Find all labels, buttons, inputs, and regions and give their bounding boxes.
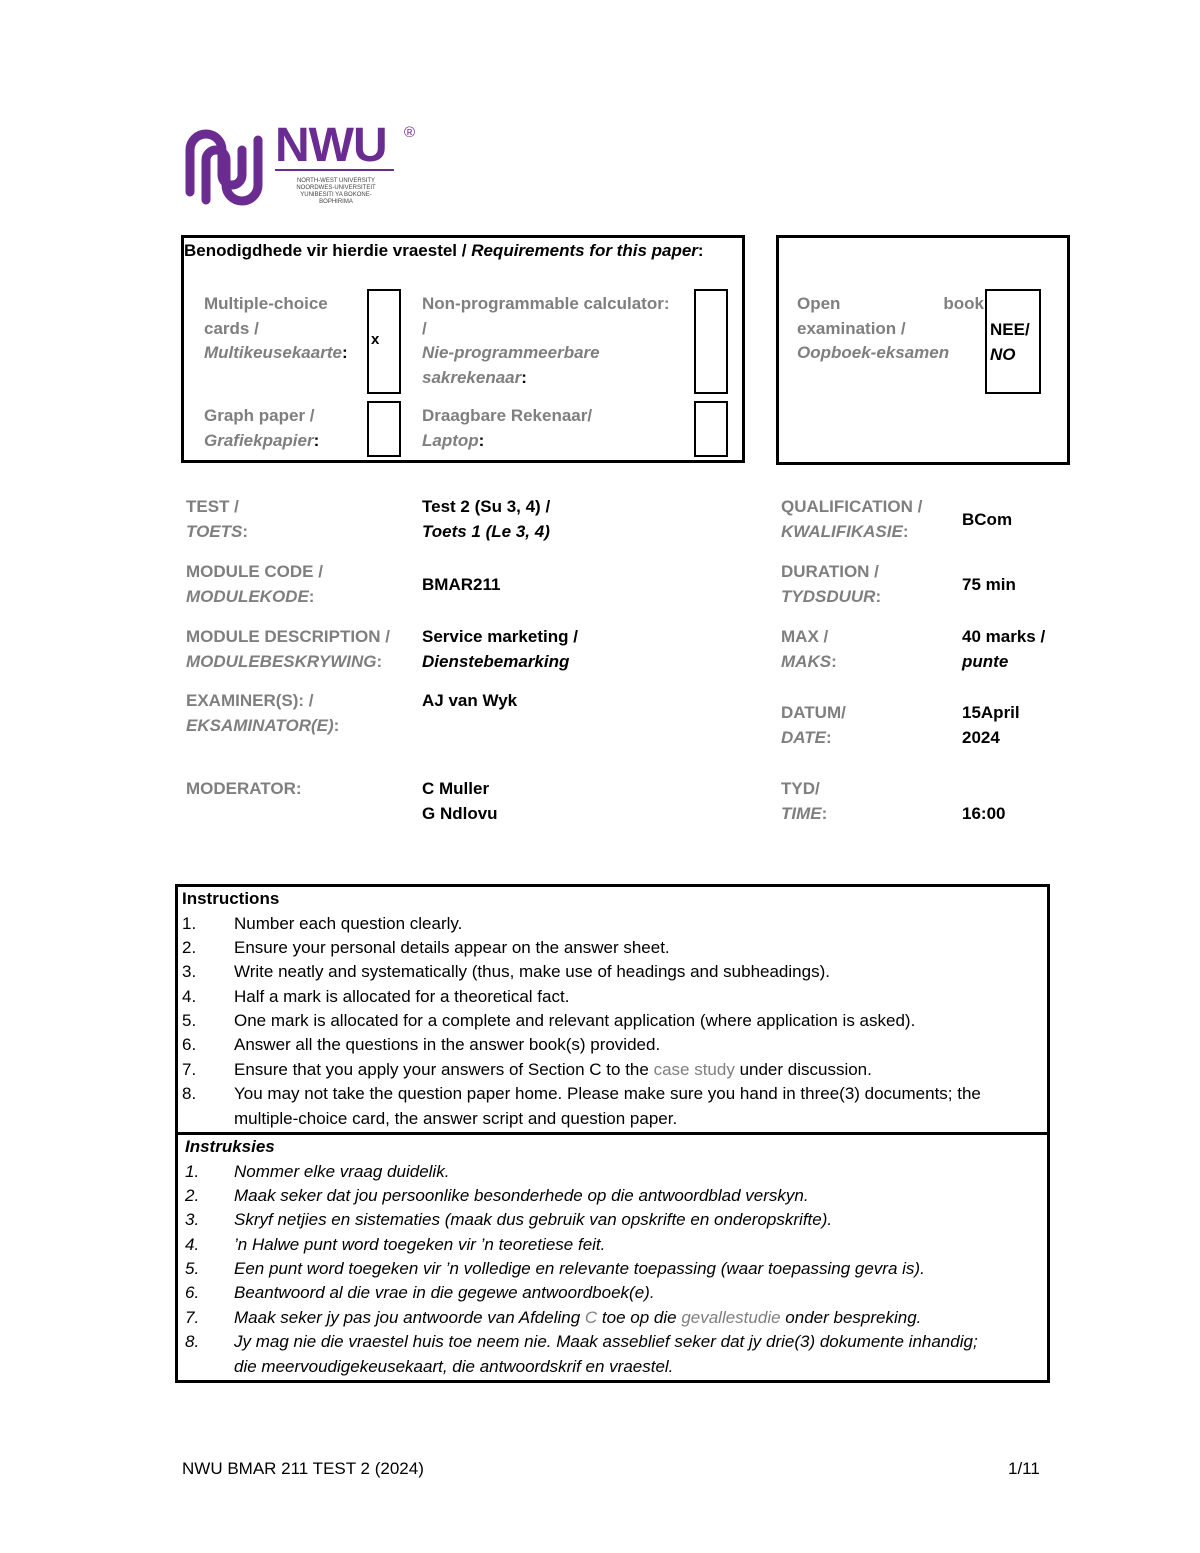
- module-code-value: BMAR211: [422, 575, 501, 594]
- moderator-label: MODERATOR:: [186, 779, 302, 798]
- university-logo: [182, 120, 422, 210]
- instructions-heading: Instructions: [182, 889, 280, 908]
- qualification-label: QUALIFICATION / KWALIFIKASIE:: [781, 497, 923, 541]
- list-item: 2. Ensure your personal details appear on the answer sheet.: [182, 937, 670, 957]
- list-item: 2. Maak seker dat jou persoonlike besonderhede op die antwoordblad verskyn.: [185, 1185, 809, 1205]
- date-value: 15April 2024: [962, 703, 1020, 747]
- laptop-label: Draagbare Rekenaar/ Laptop:: [422, 406, 593, 450]
- max-value: 40 marks / punte: [962, 627, 1046, 671]
- time-label: TYD/ TIME:: [781, 779, 828, 823]
- list-item: 3. Write neatly and systematically (thus, make use of headings and subheadings).: [182, 962, 830, 982]
- instructions-afrikaans: [185, 1135, 1045, 1379]
- module-description-label: MODULE DESCRIPTION / MODULEBESKRYWING:: [186, 627, 391, 671]
- calculator-checkbox[interactable]: [694, 289, 728, 394]
- list-item: 1. Nommer elke vraag duidelik.: [185, 1161, 450, 1181]
- laptop-checkbox[interactable]: [694, 401, 728, 457]
- duration-label: DURATION / TYDSDUUR:: [781, 562, 882, 606]
- footer-document-title: NWU BMAR 211 TEST 2 (2024): [182, 1459, 424, 1478]
- date-label: DATUM/ DATE:: [781, 703, 846, 747]
- list-item: 5. One mark is allocated for a complete and relevant application (where application is asked).: [182, 1011, 916, 1031]
- list-item: 6. Answer all the questions in the answer book(s) provided.: [182, 1035, 661, 1055]
- list-item: 8. You may not take the question paper home. Please make sure you hand in three(3) documents; the multiple-choice card, the answer script and question paper.: [182, 1084, 981, 1128]
- requirements-title: Benodigdhede vir hierdie vraestel / Requirements for this paper:: [184, 241, 704, 260]
- registered-mark: ®: [404, 124, 416, 141]
- duration-value: 75 min: [962, 575, 1016, 594]
- logo-subtitle: NORTH-WEST UNIVERSITY NOORDWES-UNIVERSITEIT YUNIBESITI YA BOKONE-BOPHIRIMA: [296, 178, 376, 205]
- open-book-label: Open book examination / Oopboek-eksamen: [797, 294, 984, 362]
- list-item: 6. Beantwoord al die vrae in die gegewe antwoordboek(e).: [185, 1283, 655, 1303]
- max-label: MAX / MAKS:: [781, 627, 837, 671]
- moderator-value: C Muller G Ndlovu: [422, 779, 498, 823]
- examiner-label: EXAMINER(S): / EKSAMINATOR(E):: [186, 691, 340, 735]
- examiner-value: AJ van Wyk: [422, 691, 518, 710]
- test-label: TEST / TOETS:: [186, 497, 249, 541]
- graph-paper-label: Graph paper / Grafiekpapier:: [204, 406, 320, 450]
- open-book-value: NEE/ NO: [985, 289, 1041, 394]
- test-value: Test 2 (Su 3, 4) / Toets 1 (Le 3, 4): [422, 497, 551, 541]
- page-number: 1/11: [1008, 1459, 1040, 1478]
- logo-wordmark: NWU: [275, 119, 387, 172]
- list-item: 8. Jy mag nie die vraestel huis toe neem nie. Maak asseblief seker dat jy drie(3) dokumente inhandig; die meervoudigekeusekaart, die antwoordskrif en vraestel.: [185, 1332, 978, 1376]
- list-item: 7. Maak seker jy pas jou antwoorde van Afdeling C toe op die gevallestudie onder bespreking.: [185, 1307, 922, 1327]
- qualification-value: BCom: [962, 510, 1013, 529]
- time-value: 16:00: [962, 804, 1006, 823]
- instruksies-heading: Instruksies: [185, 1137, 275, 1156]
- module-description-value: Service marketing / Dienstebemarking: [422, 627, 578, 671]
- graph-paper-checkbox[interactable]: [367, 401, 401, 457]
- list-item: 1. Number each question clearly.: [182, 913, 463, 933]
- list-item: 7. Ensure that you apply your answers of Section C to the case study under discussion.: [182, 1059, 872, 1079]
- module-code-label: MODULE CODE / MODULEKODE:: [186, 562, 323, 606]
- mcq-label: Multiple-choice cards / Multikeusekaarte:: [204, 294, 348, 362]
- list-item: 5. Een punt word toegeken vir ’n volledige en relevante toepassing (waar toepassing gevra is).: [185, 1259, 925, 1279]
- list-item: 3. Skryf netjies en sistematies (maak dus gebruik van opskrifte en onderopskrifte).: [185, 1210, 833, 1230]
- mcq-checkbox[interactable]: [367, 289, 401, 394]
- list-item: 4. Half a mark is allocated for a theoretical fact.: [182, 986, 570, 1006]
- checkbox-mark: x: [371, 331, 380, 348]
- calculator-label: Non-programmable calculator: / Nie-programmeerbare sakrekenaar:: [422, 294, 670, 387]
- list-item: 4. ’n Halwe punt word toegeken vir ’n teoretiese feit.: [185, 1234, 606, 1254]
- instructions-english: [182, 887, 1042, 1131]
